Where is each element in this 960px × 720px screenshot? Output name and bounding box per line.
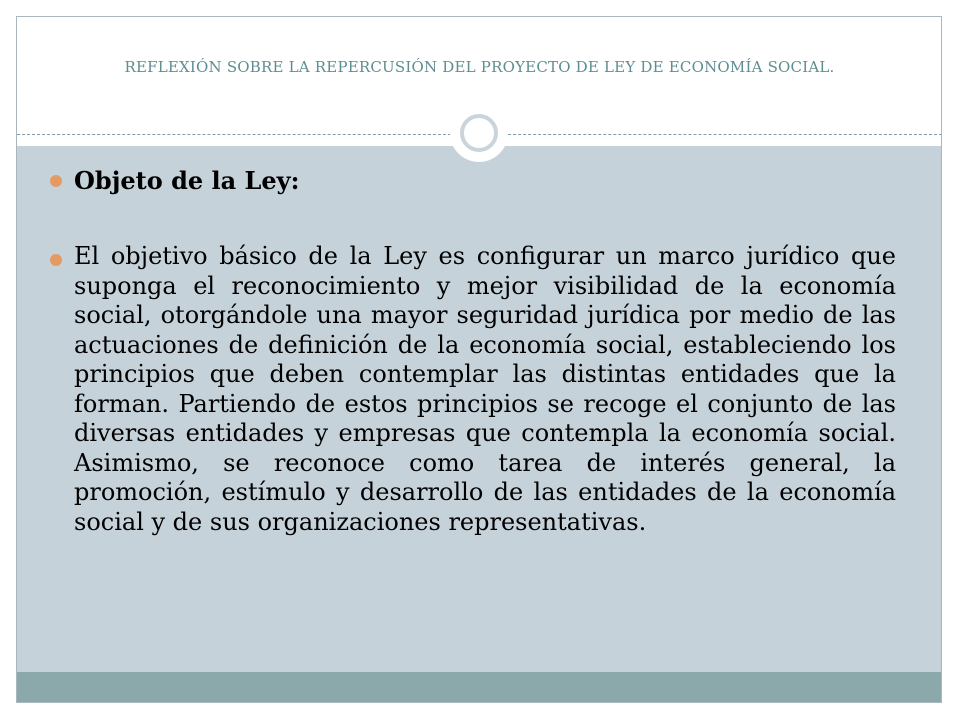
slide-title: REFLEXIÓN SOBRE LA REPERCUSIÓN DEL PROYECTO DE LEY DE ECONOMÍA SOCIAL. <box>124 58 835 76</box>
bullet-paragraph-text: El objetivo básico de la Ley es configurar un marco jurídico que suponga el reconocimiento y mejor visibilidad de la economía social, otorgándole una mayor seguridad jurídica por medio de las actuaciones de definición de la economía social, estableciendo los principios que deben contemplar las distintas entidades que la forman. Partiendo de estos principios se recoge el conjunto de las diversas entidades y empresas que contempla la economía social. Asimismo, se reconoce como tarea de interés general, la promoción, estímulo y desarrollo de las entidades de la economía social y de sus organizaciones representativas. <box>74 242 896 536</box>
slide-frame <box>16 16 942 703</box>
bullet-heading-text: Objeto de la Ley: <box>74 166 300 195</box>
